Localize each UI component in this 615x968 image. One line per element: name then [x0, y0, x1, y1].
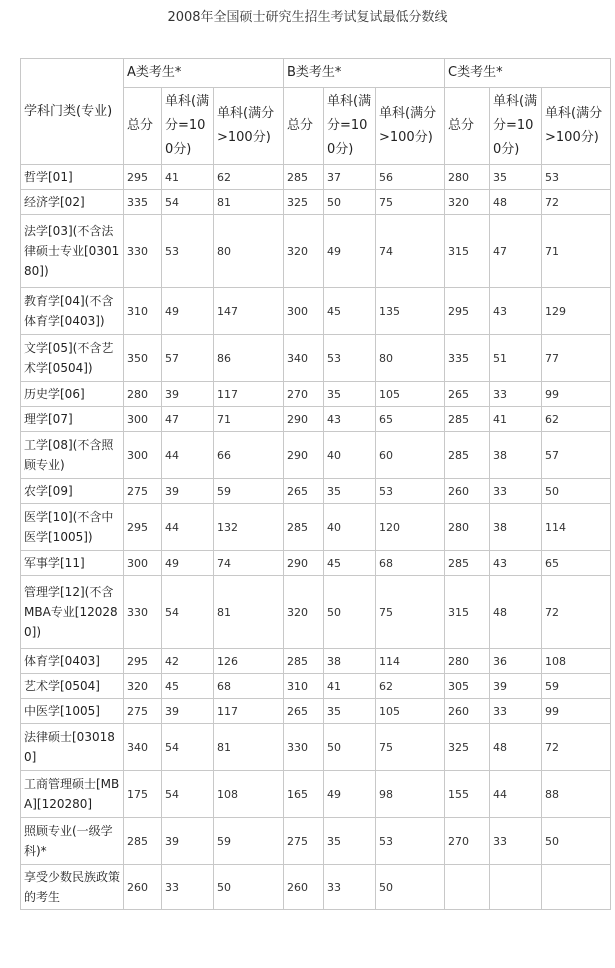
- a-total-header: 总分: [124, 88, 162, 165]
- subject-cell: 哲学[01]: [21, 165, 124, 190]
- score-cell: 39: [162, 818, 214, 865]
- score-cell: 71: [214, 407, 284, 432]
- score-cell: 54: [162, 724, 214, 771]
- table-row: [21, 724, 611, 771]
- score-cell: 39: [162, 382, 214, 407]
- score-cell: 290: [284, 432, 324, 479]
- score-cell: 285: [284, 504, 324, 551]
- score-cell: 75: [376, 724, 445, 771]
- score-cell: 51: [490, 335, 542, 382]
- score-cell: 300: [124, 407, 162, 432]
- score-cell: 72: [542, 576, 611, 649]
- score-cell: [490, 865, 542, 910]
- score-cell: 285: [284, 165, 324, 190]
- score-cell: 44: [490, 771, 542, 818]
- score-cell: 68: [376, 551, 445, 576]
- table-row: [21, 771, 611, 818]
- score-cell: 285: [124, 818, 162, 865]
- score-cell: 35: [324, 479, 376, 504]
- score-cell: 43: [324, 407, 376, 432]
- subject-cell: 法学[03](不含法律硕士专业[030180]): [21, 215, 124, 288]
- score-cell: 105: [376, 699, 445, 724]
- table-row: [21, 818, 611, 865]
- score-cell: 33: [490, 818, 542, 865]
- score-cell: 335: [124, 190, 162, 215]
- score-cell: 49: [324, 771, 376, 818]
- score-cell: 39: [162, 479, 214, 504]
- score-cell: 340: [124, 724, 162, 771]
- score-cell: 35: [490, 165, 542, 190]
- score-cell: 65: [542, 551, 611, 576]
- score-cell: 98: [376, 771, 445, 818]
- discipline-header: 学科门类(专业): [21, 59, 124, 165]
- score-cell: 280: [445, 165, 490, 190]
- score-cell: 77: [542, 335, 611, 382]
- score-cell: 114: [376, 649, 445, 674]
- score-cell: 50: [214, 865, 284, 910]
- subject-cell: 经济学[02]: [21, 190, 124, 215]
- score-cell: 44: [162, 432, 214, 479]
- table-row: [21, 674, 611, 699]
- score-cell: 50: [542, 818, 611, 865]
- score-cell: 330: [284, 724, 324, 771]
- score-cell: 300: [124, 432, 162, 479]
- subject-cell: 中医学[1005]: [21, 699, 124, 724]
- score-cell: 295: [445, 288, 490, 335]
- table-row: [21, 335, 611, 382]
- table-row: [21, 215, 611, 288]
- table-row: [21, 504, 611, 551]
- score-cell: 53: [376, 479, 445, 504]
- score-cell: 57: [542, 432, 611, 479]
- subject-cell: 医学[10](不含中医学[1005]): [21, 504, 124, 551]
- score-cell: 175: [124, 771, 162, 818]
- score-cell: 270: [445, 818, 490, 865]
- score-cell: 41: [324, 674, 376, 699]
- score-cell: 38: [490, 432, 542, 479]
- score-cell: 310: [284, 674, 324, 699]
- score-cell: 50: [542, 479, 611, 504]
- score-cell: 300: [284, 288, 324, 335]
- table-row: [21, 699, 611, 724]
- score-cell: 54: [162, 190, 214, 215]
- score-cell: 65: [376, 407, 445, 432]
- score-cell: 48: [490, 576, 542, 649]
- score-cell: 330: [124, 215, 162, 288]
- score-cell: 117: [214, 699, 284, 724]
- c-single-over100-header: 单科(满分>100分): [542, 88, 611, 165]
- score-cell: 147: [214, 288, 284, 335]
- subject-cell: 农学[09]: [21, 479, 124, 504]
- score-cell: 50: [324, 576, 376, 649]
- score-cell: 280: [124, 382, 162, 407]
- score-cell: 56: [376, 165, 445, 190]
- score-cell: 74: [214, 551, 284, 576]
- a-single-over100-header: 单科(满分>100分): [214, 88, 284, 165]
- score-cell: 71: [542, 215, 611, 288]
- c-total-header: 总分: [445, 88, 490, 165]
- subject-cell: 照顾专业(一级学科)*: [21, 818, 124, 865]
- score-cell: 48: [490, 190, 542, 215]
- score-cell: 120: [376, 504, 445, 551]
- score-cell: 320: [445, 190, 490, 215]
- subject-cell: 理学[07]: [21, 407, 124, 432]
- score-cell: 50: [324, 190, 376, 215]
- score-cell: 80: [376, 335, 445, 382]
- score-cell: 132: [214, 504, 284, 551]
- subject-cell: 享受少数民族政策的考生: [21, 865, 124, 910]
- group-b-header: B类考生*: [284, 59, 445, 88]
- score-cell: 114: [542, 504, 611, 551]
- score-cell: 57: [162, 335, 214, 382]
- score-cell: 88: [542, 771, 611, 818]
- subject-cell: 艺术学[0504]: [21, 674, 124, 699]
- score-cell: 54: [162, 576, 214, 649]
- score-cell: 47: [490, 215, 542, 288]
- score-cell: 340: [284, 335, 324, 382]
- score-cell: 38: [324, 649, 376, 674]
- b-single-100-header: 单科(满分=100分): [324, 88, 376, 165]
- score-cell: 270: [284, 382, 324, 407]
- table-row: [21, 576, 611, 649]
- subject-cell: 工商管理硕士[MBA][120280]: [21, 771, 124, 818]
- score-cell: 320: [284, 576, 324, 649]
- table-row: [21, 551, 611, 576]
- score-cell: 265: [284, 699, 324, 724]
- score-cell: 36: [490, 649, 542, 674]
- score-cell: 155: [445, 771, 490, 818]
- score-cell: 165: [284, 771, 324, 818]
- table-row: [21, 649, 611, 674]
- table-row: [21, 190, 611, 215]
- score-cell: 75: [376, 576, 445, 649]
- score-cell: 72: [542, 190, 611, 215]
- score-cell: 62: [214, 165, 284, 190]
- score-cell: 280: [445, 649, 490, 674]
- subject-cell: 管理学[12](不含MBA专业[120280]): [21, 576, 124, 649]
- subject-cell: 教育学[04](不含体育学[0403]): [21, 288, 124, 335]
- score-cell: 108: [542, 649, 611, 674]
- score-cell: 290: [284, 551, 324, 576]
- score-cell: 80: [214, 215, 284, 288]
- score-cell: 53: [162, 215, 214, 288]
- score-cell: 45: [162, 674, 214, 699]
- c-single-100-header: 单科(满分=100分): [490, 88, 542, 165]
- score-cell: 43: [490, 288, 542, 335]
- score-cell: 290: [284, 407, 324, 432]
- score-cell: 40: [324, 432, 376, 479]
- score-cell: 81: [214, 576, 284, 649]
- score-cell: 99: [542, 382, 611, 407]
- score-cell: 35: [324, 382, 376, 407]
- score-cell: 59: [542, 674, 611, 699]
- score-cell: 335: [445, 335, 490, 382]
- score-cell: 126: [214, 649, 284, 674]
- score-cell: 310: [124, 288, 162, 335]
- group-c-header: C类考生*: [445, 59, 611, 88]
- a-single-100-header: 单科(满分=100分): [162, 88, 214, 165]
- score-cell: 108: [214, 771, 284, 818]
- score-cell: 33: [324, 865, 376, 910]
- score-cell: 53: [542, 165, 611, 190]
- score-cell: 43: [490, 551, 542, 576]
- score-cell: 59: [214, 479, 284, 504]
- score-cell: 81: [214, 190, 284, 215]
- score-cell: 285: [445, 407, 490, 432]
- score-cell: 59: [214, 818, 284, 865]
- page-title: 2008年全国硕士研究生招生考试复试最低分数线: [167, 10, 448, 25]
- score-cell: 37: [324, 165, 376, 190]
- score-cell: 48: [490, 724, 542, 771]
- score-cell: 41: [490, 407, 542, 432]
- score-cell: 99: [542, 699, 611, 724]
- table-row: [21, 432, 611, 479]
- subject-cell: 历史学[06]: [21, 382, 124, 407]
- subject-cell: 法律硕士[030180]: [21, 724, 124, 771]
- score-cell: 265: [445, 382, 490, 407]
- group-a-header: A类考生*: [124, 59, 284, 88]
- score-cell: 315: [445, 215, 490, 288]
- score-cell: 68: [214, 674, 284, 699]
- score-cell: 135: [376, 288, 445, 335]
- score-cell: 62: [542, 407, 611, 432]
- score-cell: 275: [124, 699, 162, 724]
- score-cell: 295: [124, 165, 162, 190]
- score-table: [20, 58, 611, 910]
- score-cell: 50: [324, 724, 376, 771]
- table-row: [21, 288, 611, 335]
- score-cell: 35: [324, 818, 376, 865]
- table-row: [21, 865, 611, 910]
- score-cell: 50: [376, 865, 445, 910]
- score-cell: 295: [124, 504, 162, 551]
- subject-cell: 文学[05](不含艺术学[0504]): [21, 335, 124, 382]
- score-cell: 49: [162, 551, 214, 576]
- score-cell: 275: [124, 479, 162, 504]
- table-row: [21, 382, 611, 407]
- score-cell: 320: [284, 215, 324, 288]
- score-cell: 285: [445, 551, 490, 576]
- b-total-header: 总分: [284, 88, 324, 165]
- score-cell: 350: [124, 335, 162, 382]
- score-cell: 41: [162, 165, 214, 190]
- score-cell: 260: [445, 699, 490, 724]
- score-cell: 35: [324, 699, 376, 724]
- score-cell: 49: [324, 215, 376, 288]
- score-cell: 49: [162, 288, 214, 335]
- score-cell: 62: [376, 674, 445, 699]
- score-cell: 285: [284, 649, 324, 674]
- score-cell: 285: [445, 432, 490, 479]
- score-cell: 305: [445, 674, 490, 699]
- score-cell: 45: [324, 288, 376, 335]
- score-cell: 315: [445, 576, 490, 649]
- subject-cell: 体育学[0403]: [21, 649, 124, 674]
- score-cell: 42: [162, 649, 214, 674]
- score-cell: 265: [284, 479, 324, 504]
- score-cell: 75: [376, 190, 445, 215]
- score-cell: 330: [124, 576, 162, 649]
- score-cell: 280: [445, 504, 490, 551]
- score-cell: 260: [124, 865, 162, 910]
- score-cell: 129: [542, 288, 611, 335]
- score-cell: 39: [162, 699, 214, 724]
- score-cell: 72: [542, 724, 611, 771]
- score-cell: 38: [490, 504, 542, 551]
- score-cell: 33: [490, 382, 542, 407]
- score-cell: 86: [214, 335, 284, 382]
- score-cell: 260: [445, 479, 490, 504]
- table-row: [21, 407, 611, 432]
- b-single-over100-header: 单科(满分>100分): [376, 88, 445, 165]
- table-row: [21, 165, 611, 190]
- score-cell: 275: [284, 818, 324, 865]
- score-cell: 81: [214, 724, 284, 771]
- score-cell: 45: [324, 551, 376, 576]
- score-cell: 44: [162, 504, 214, 551]
- score-cell: 105: [376, 382, 445, 407]
- score-cell: 74: [376, 215, 445, 288]
- score-cell: 53: [376, 818, 445, 865]
- score-cell: 66: [214, 432, 284, 479]
- score-cell: 325: [284, 190, 324, 215]
- subject-cell: 军事学[11]: [21, 551, 124, 576]
- score-cell: 325: [445, 724, 490, 771]
- score-cell: 295: [124, 649, 162, 674]
- score-cell: 320: [124, 674, 162, 699]
- table-row: [21, 479, 611, 504]
- score-cell: 60: [376, 432, 445, 479]
- score-cell: 33: [490, 479, 542, 504]
- score-cell: [542, 865, 611, 910]
- score-cell: 39: [490, 674, 542, 699]
- score-cell: 53: [324, 335, 376, 382]
- score-cell: 300: [124, 551, 162, 576]
- subject-cell: 工学[08](不含照顾专业): [21, 432, 124, 479]
- score-cell: 260: [284, 865, 324, 910]
- score-cell: 33: [490, 699, 542, 724]
- score-cell: [445, 865, 490, 910]
- score-cell: 33: [162, 865, 214, 910]
- score-cell: 54: [162, 771, 214, 818]
- score-cell: 47: [162, 407, 214, 432]
- score-cell: 40: [324, 504, 376, 551]
- score-cell: 117: [214, 382, 284, 407]
